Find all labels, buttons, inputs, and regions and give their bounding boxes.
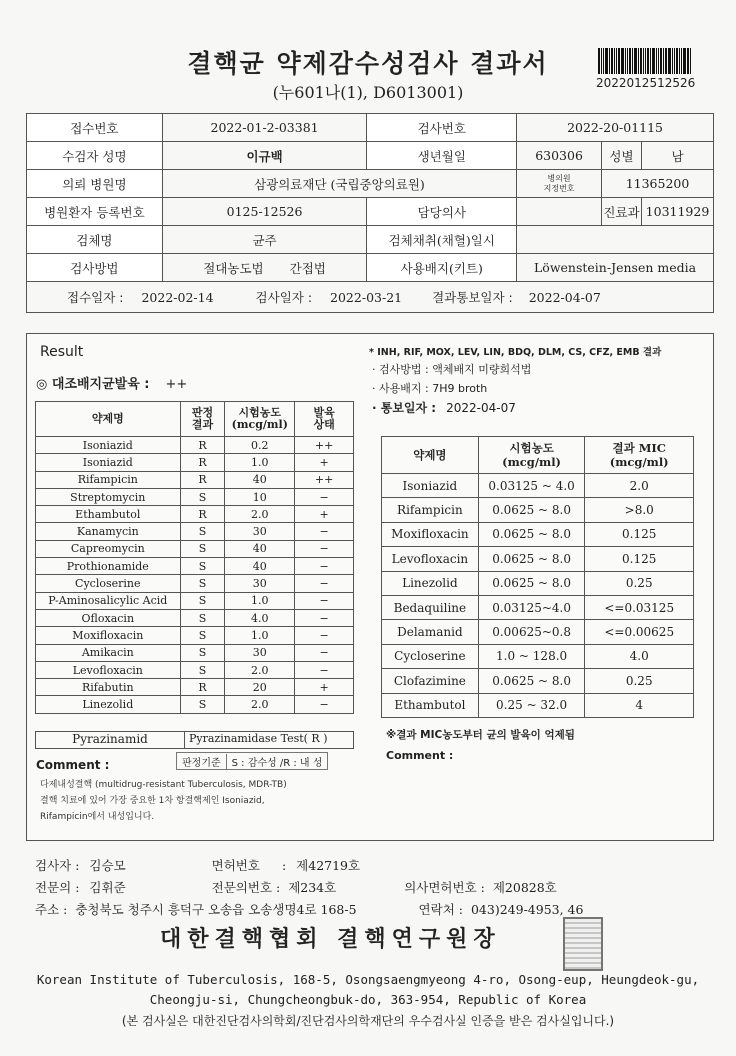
growth-cell: 30	[225, 523, 295, 540]
growth-row	[36, 488, 354, 505]
mic-cell: 0.0625 ~ 8.0	[478, 669, 585, 693]
growth-cell: 2.0	[225, 696, 295, 713]
mic-row	[382, 571, 694, 595]
growth-cell: −	[295, 523, 354, 540]
mic-cell: Levofloxacin	[382, 547, 479, 571]
mic-cell: 0.0625 ~ 8.0	[478, 571, 585, 595]
growth-cell: S	[180, 644, 225, 661]
address-line: 주소 : 충청북도 청주시 흥덕구 오송읍 오송생명4로 168-5 연락처 : 043)249-4953, 46	[35, 902, 584, 917]
growth-row	[36, 609, 354, 626]
growth-cell: R	[180, 679, 225, 696]
mic-cell: Bedaquiline	[382, 595, 479, 619]
mic-cell: 0.03125~4.0	[478, 595, 585, 619]
growth-row	[36, 696, 354, 713]
patient-name: 이규백	[162, 142, 367, 170]
dates-row: 접수일자 : 2022-02-14 검사일자 : 2022-03-21 결과통보일자 : 2022-04-07	[27, 282, 714, 313]
growth-cell: −	[295, 558, 354, 575]
growth-cell: Ethambutol	[36, 506, 181, 523]
growth-row	[36, 437, 354, 454]
hospital-code-label: 병의원 지정번호	[517, 170, 602, 198]
growth-col-header: 발육 상태	[295, 402, 354, 437]
growth-row	[36, 661, 354, 678]
growth-cell: +	[295, 506, 354, 523]
mic-cell: 4.0	[585, 644, 694, 668]
growth-cell: S	[180, 488, 225, 505]
mic-cell: <=0.03125	[585, 595, 694, 619]
growth-cell: S	[180, 609, 225, 626]
growth-row	[36, 523, 354, 540]
hospital: 삼광의료재단 (국립중앙의료원)	[162, 170, 516, 198]
growth-cell: +	[295, 679, 354, 696]
document-title: 결핵균 약제감수성검사 결과서	[187, 49, 549, 78]
mic-cell: Linezolid	[382, 571, 479, 595]
growth-cell: 10	[225, 488, 295, 505]
growth-row	[36, 454, 354, 471]
growth-cell: Prothionamide	[36, 558, 181, 575]
growth-cell: 40	[225, 540, 295, 557]
official-seal	[563, 917, 603, 971]
mic-row	[382, 620, 694, 644]
growth-cell: Linezolid	[36, 696, 181, 713]
growth-cell: 2.0	[225, 661, 295, 678]
examiner-line: 검사자 : 김승모 면허번호 : 제42719호	[35, 858, 361, 873]
patient-name-label: 수검자 성명	[27, 142, 163, 170]
growth-cell: Isoniazid	[36, 454, 181, 471]
growth-cell: 4.0	[225, 609, 295, 626]
english-address-2: Cheongju-si, Chungcheongbuk-do, 363-954, Republic of Korea	[149, 992, 587, 1007]
mic-cell: 0.125	[585, 522, 694, 546]
growth-cell: +	[295, 454, 354, 471]
registration-label: 병원환자 등록번호	[27, 198, 163, 226]
mic-cell: Delamanid	[382, 620, 479, 644]
growth-cell: −	[295, 661, 354, 678]
mic-cell: 0.25	[585, 669, 694, 693]
specimen: 균주	[162, 226, 367, 254]
growth-cell: ++	[295, 471, 354, 488]
department: 10311929	[641, 198, 713, 226]
mic-cell: 2.0	[585, 474, 694, 498]
mic-cell: Moxifloxacin	[382, 522, 479, 546]
growth-cell: P-Aminosalicylic Acid	[36, 592, 181, 609]
legend: 판정기준 S : 감수성 /R : 내 성	[176, 752, 328, 770]
right-note: * INH, RIF, MOX, LEV, LIN, BDQ, DLM, CS, CFZ, EMB 결과	[369, 347, 662, 358]
collection	[517, 226, 714, 254]
dob-label: 생년월일	[367, 142, 517, 170]
growth-cell: S	[180, 592, 225, 609]
growth-cell: S	[180, 540, 225, 557]
growth-cell: −	[295, 575, 354, 592]
specimen-label: 검체명	[27, 226, 163, 254]
growth-row	[36, 627, 354, 644]
growth-cell: −	[295, 627, 354, 644]
growth-cell: −	[295, 609, 354, 626]
control-label: ◎ 대조배지균발육 : ++	[36, 377, 188, 392]
mic-cell: 4	[585, 693, 694, 717]
growth-cell: R	[180, 454, 225, 471]
mic-cell: Isoniazid	[382, 474, 479, 498]
growth-cell: 40	[225, 558, 295, 575]
growth-cell: R	[180, 437, 225, 454]
barcode-number: 2022012512526	[596, 76, 696, 90]
certification-note: (본 검사실은 대한진단검사의학회/진단검사의학재단의 우수검사실 인증을 받은 검사실입니다.)	[121, 1014, 615, 1028]
growth-cell: Kanamycin	[36, 523, 181, 540]
department-label: 진료과	[602, 198, 642, 226]
test-no: 2022-20-01115	[517, 114, 714, 142]
growth-cell: 1.0	[225, 627, 295, 644]
growth-col-header: 약제명	[36, 402, 181, 437]
mic-footnote: ※결과 MIC농도부터 균의 발육이 억제됨	[386, 729, 575, 741]
collection-label: 검체채취(채혈)일시	[367, 226, 517, 254]
growth-cell: 0.2	[225, 437, 295, 454]
mic-table	[381, 436, 694, 718]
test-no-label: 검사번호	[367, 114, 517, 142]
growth-col-header: 판정 결과	[180, 402, 225, 437]
mic-cell: 1.0 ~ 128.0	[478, 644, 585, 668]
hospital-code: 11365200	[602, 170, 714, 198]
mic-row	[382, 547, 694, 571]
barcode	[598, 48, 704, 74]
right-method: · 검사방법 : 액체배지 미량희석법	[372, 363, 532, 376]
mic-row	[382, 498, 694, 522]
mic-cell: Clofazimine	[382, 669, 479, 693]
mic-cell: 0.25 ~ 32.0	[478, 693, 585, 717]
growth-cell: 1.0	[225, 454, 295, 471]
growth-cell: Rifabutin	[36, 679, 181, 696]
growth-cell: −	[295, 540, 354, 557]
left-comment-text: 다제내성결핵 (multidrug-resistant Tuberculosis, MDR-TB) 결핵 치료에 있어 가장 중요한 1차 항결핵제인 Isoniazid, Rifampicin에서 내성입니다.	[40, 780, 287, 822]
mic-cell: 0.25	[585, 571, 694, 595]
growth-cell: Moxifloxacin	[36, 627, 181, 644]
method: 절대농도법 간접법	[162, 254, 367, 282]
growth-cell: S	[180, 558, 225, 575]
dob: 630306	[517, 142, 602, 170]
growth-row	[36, 540, 354, 557]
right-comment-label: Comment :	[386, 749, 454, 762]
growth-cell: Rifampicin	[36, 471, 181, 488]
growth-cell: Isoniazid	[36, 437, 181, 454]
growth-row	[36, 592, 354, 609]
growth-cell: 40	[225, 471, 295, 488]
growth-col-header: 시험농도 (mcg/ml)	[225, 402, 295, 437]
growth-cell: −	[295, 488, 354, 505]
sex-label: 성별	[602, 142, 642, 170]
growth-row	[36, 644, 354, 661]
method-label: 검사방법	[27, 254, 163, 282]
pza-value: Pyrazinamidase Test( R )	[189, 732, 328, 745]
growth-cell: Levofloxacin	[36, 661, 181, 678]
growth-row	[36, 558, 354, 575]
mic-cell: 0.0625 ~ 8.0	[478, 498, 585, 522]
mic-cell: 0.03125 ~ 4.0	[478, 474, 585, 498]
english-address-1: Korean Institute of Tuberculosis, 168-5, Osongsaengmyeong 4-ro, Osong-eup, Heungdeok-gu,	[36, 972, 700, 987]
growth-cell: R	[180, 471, 225, 488]
right-report-date: · 통보일자 : 2022-04-07	[372, 401, 516, 415]
growth-row	[36, 575, 354, 592]
mic-cell: 0.00625~0.8	[478, 620, 585, 644]
growth-cell: Ofloxacin	[36, 609, 181, 626]
sex: 남	[641, 142, 713, 170]
mic-row	[382, 522, 694, 546]
growth-cell: 2.0	[225, 506, 295, 523]
right-medium: · 사용배지 : 7H9 broth	[372, 382, 488, 395]
pza-label: Pyrazinamid	[36, 732, 185, 748]
header-table	[26, 113, 714, 313]
mic-col-header: 시험농도 (mcg/ml)	[478, 437, 585, 474]
result-label: Result	[40, 344, 84, 360]
registration-no: 0125-12526	[162, 198, 367, 226]
growth-cell: Capreomycin	[36, 540, 181, 557]
mic-row	[382, 474, 694, 498]
mic-cell: Ethambutol	[382, 693, 479, 717]
mic-row	[382, 644, 694, 668]
mic-col-header: 결과 MIC (mcg/ml)	[585, 437, 694, 474]
mic-cell: Rifampicin	[382, 498, 479, 522]
growth-cell: 30	[225, 575, 295, 592]
document-subtitle: (누601나(1), D6013001)	[272, 83, 464, 102]
growth-row	[36, 471, 354, 488]
specialist-line: 전문의 : 김휘준 전문의번호 : 제234호 의사면허번호 : 제20828호	[35, 880, 557, 895]
growth-cell: R	[180, 506, 225, 523]
growth-row	[36, 506, 354, 523]
receipt-no: 2022-01-2-03381	[162, 114, 367, 142]
mic-cell: 0.125	[585, 547, 694, 571]
left-comment-label: Comment :	[36, 758, 110, 772]
growth-cell: S	[180, 523, 225, 540]
mic-row	[382, 693, 694, 717]
growth-table	[35, 401, 354, 714]
mic-row	[382, 669, 694, 693]
growth-cell: S	[180, 575, 225, 592]
growth-cell: −	[295, 644, 354, 661]
growth-cell: S	[180, 661, 225, 678]
mic-cell: <=0.00625	[585, 620, 694, 644]
growth-cell: Cycloserine	[36, 575, 181, 592]
growth-cell: −	[295, 592, 354, 609]
growth-cell: 20	[225, 679, 295, 696]
doctor	[517, 198, 602, 226]
mic-row	[382, 595, 694, 619]
mic-col-header: 약제명	[382, 437, 479, 474]
growth-row	[36, 679, 354, 696]
growth-cell: Amikacin	[36, 644, 181, 661]
doctor-label: 담당의사	[367, 198, 517, 226]
hospital-label: 의뢰 병원명	[27, 170, 163, 198]
growth-cell: 1.0	[225, 592, 295, 609]
growth-cell: S	[180, 627, 225, 644]
medium: Löwenstein-Jensen media	[517, 254, 714, 282]
mic-cell: >8.0	[585, 498, 694, 522]
growth-cell: Streptomycin	[36, 488, 181, 505]
receipt-no-label: 접수번호	[27, 114, 163, 142]
growth-cell: 30	[225, 644, 295, 661]
pza-row	[35, 731, 354, 749]
mic-cell: 0.0625 ~ 8.0	[478, 547, 585, 571]
organization-name: 대한결핵협회 결핵연구원장	[160, 927, 501, 952]
growth-cell: −	[295, 696, 354, 713]
medium-label: 사용배지(키트)	[367, 254, 517, 282]
mic-cell: 0.0625 ~ 8.0	[478, 522, 585, 546]
growth-cell: S	[180, 696, 225, 713]
mic-cell: Cycloserine	[382, 644, 479, 668]
growth-cell: ++	[295, 437, 354, 454]
